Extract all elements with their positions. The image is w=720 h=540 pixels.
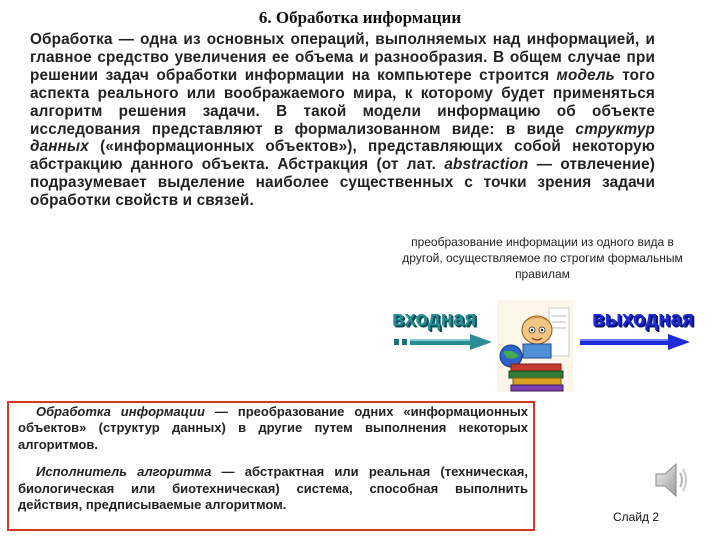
definition-body: — преобразование одних «информационных объектов» (структур данных) в другие путем выполнения некоторых алгоритмов. [18, 404, 528, 452]
structures-term: структур данных [30, 120, 655, 156]
student-books-icon [497, 300, 573, 392]
model-word: модель [556, 66, 615, 84]
processing-note: преобразование информации из одного вида в другой, осуществляемое по строгим формальным правилам [402, 235, 683, 281]
main-text-part: — отвлечение) подразумевает выделение наиболее существенных с точки зрения задачи обработки свойств и связей. [30, 156, 656, 210]
latin-word: abstraction [444, 156, 529, 174]
definition-body: — абстрактная или реальная (техническая, биологическая или биотехническая) система, способная выполнить действия, предписываемые алгоритмом. [18, 464, 528, 513]
speaker-icon[interactable] [652, 458, 692, 502]
definition-executor [18, 464, 528, 513]
main-text-part: того аспекта реального или воображаемого мира, к которому будет применяться алгоритм решения задачи. В такой модели информацию об объекте исследования представляют в формализованном виде: в виде [30, 66, 655, 138]
definition-term: Обработка информации [36, 404, 205, 419]
definition-term: Исполнитель алгоритма [36, 464, 212, 480]
main-text-part: («информационных объектов»), представляющих собой некоторую абстракцию данного объекта. Абстракция (от лат. [30, 138, 655, 174]
main-text-part: Обработка — одна из основных операций, выполняемых над информацией, и главное средство увеличения ее объема и разнообразия. В общем случае при решении задач обработки информации на компьютере строится [30, 31, 655, 84]
slide-number: Слайд 2 [613, 510, 660, 524]
output-arrow-icon [578, 332, 694, 352]
student-books-image [497, 300, 573, 392]
slide-title: 6. Обработка информации [258, 8, 462, 27]
definition-processing [18, 404, 528, 453]
main-paragraph [30, 31, 655, 210]
input-label: входная [392, 307, 477, 331]
output-label: выходная [592, 307, 694, 331]
definitions-text [18, 404, 528, 524]
input-arrow-icon [392, 332, 496, 352]
